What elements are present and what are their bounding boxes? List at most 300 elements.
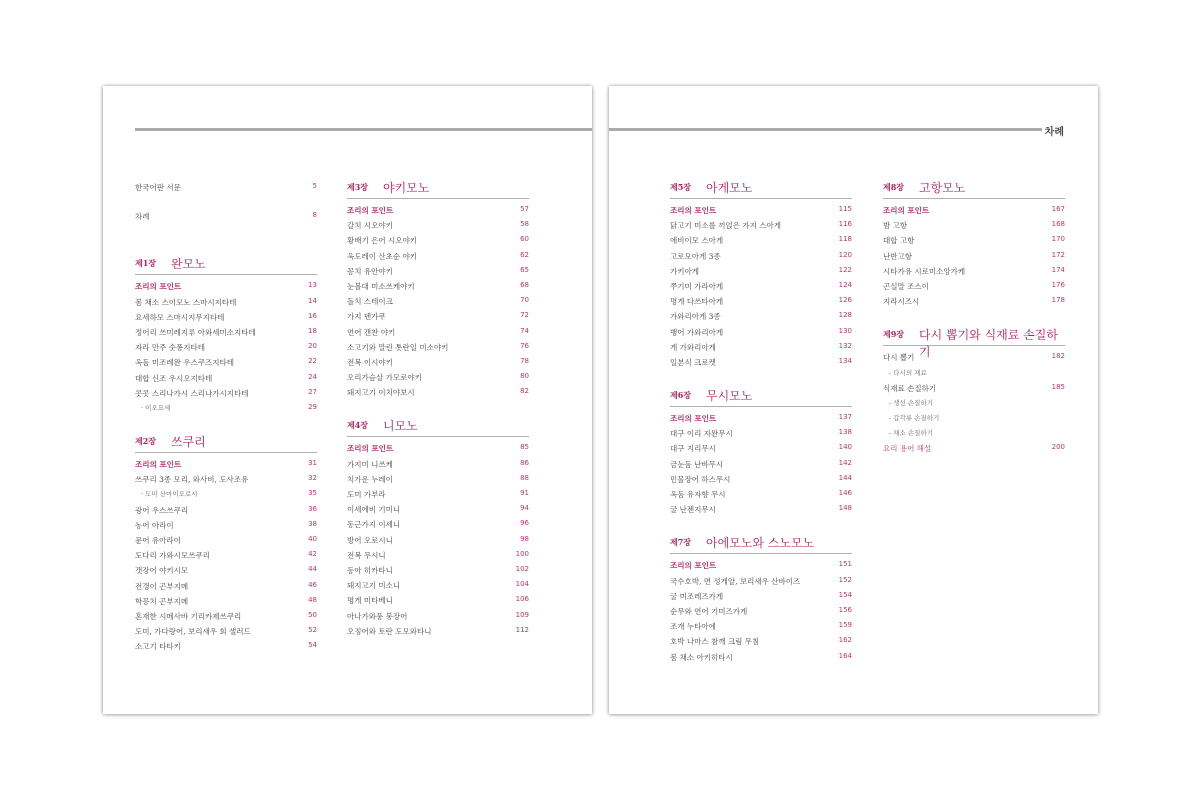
entry-title: 일본식 크로켓 bbox=[670, 357, 716, 367]
page-number: 132 bbox=[838, 341, 852, 350]
entry-title: 뱅어 가와리아게 bbox=[670, 327, 724, 337]
page-number: 40 bbox=[308, 535, 317, 543]
page-number: 50 bbox=[308, 610, 317, 619]
page-number: 168 bbox=[1051, 220, 1065, 229]
entry-title: 오리가슴살 가모로야키 bbox=[347, 373, 422, 383]
page-number: 116 bbox=[838, 220, 852, 229]
chapter-title: 고항모노 bbox=[919, 181, 966, 195]
entry-title: - 갑각류 손질하기 bbox=[889, 414, 940, 423]
page-number: 13 bbox=[308, 281, 317, 290]
entry-title: · 이오요세 bbox=[141, 403, 171, 412]
entry-title: 게 가와리아게 bbox=[670, 342, 716, 352]
entry-title: 가키아게 bbox=[670, 266, 699, 276]
toc-entry bbox=[347, 609, 529, 624]
entry-title: 자라 만주 숫퐁지타테 bbox=[135, 343, 205, 353]
entry-title: 혼재한 시메사바 기리카제쓰쿠리 bbox=[135, 611, 242, 621]
toc-sub-entry bbox=[883, 366, 1065, 381]
page-number: 176 bbox=[1051, 280, 1065, 289]
page-number: 124 bbox=[838, 280, 852, 289]
page-number: 14 bbox=[308, 296, 317, 305]
toc-entry bbox=[670, 249, 852, 264]
entry-title: 곤실말 조스이 bbox=[883, 281, 929, 291]
chapter-heading bbox=[135, 434, 317, 453]
toc-entry bbox=[135, 355, 317, 370]
toc-entry bbox=[135, 295, 317, 310]
toc-front-entry bbox=[135, 209, 317, 224]
page-number: 70 bbox=[520, 296, 529, 305]
header-rule bbox=[609, 128, 1042, 131]
entry-title: 가와리아게 3종 bbox=[670, 312, 721, 322]
page-number: 78 bbox=[520, 356, 529, 365]
entry-title: 도다리 가와시모쓰쿠리 bbox=[135, 551, 210, 561]
toc-entry bbox=[135, 579, 317, 594]
toc-entry bbox=[670, 619, 852, 634]
page-number: 102 bbox=[515, 564, 529, 573]
toc-entry bbox=[347, 502, 529, 517]
page-number: 170 bbox=[1051, 235, 1065, 244]
chapter-number: 제9장 bbox=[883, 329, 905, 340]
chapter-heading bbox=[347, 418, 529, 437]
entry-title: 소고기와 말린 톳란일 미소야키 bbox=[347, 342, 449, 352]
page-number: 5 bbox=[312, 182, 317, 190]
toc-entry bbox=[670, 650, 852, 665]
entry-title: 조리의 포인트 bbox=[347, 444, 394, 454]
toc-entry bbox=[135, 563, 317, 578]
toc-entry bbox=[347, 355, 529, 370]
entry-title: 금눈돔 난바무시 bbox=[670, 459, 724, 469]
entry-title: 요세하모 스마시지무지타테 bbox=[135, 312, 225, 322]
entry-title: 밤 고항 bbox=[883, 221, 908, 231]
page-number: 174 bbox=[1051, 265, 1065, 274]
toc-column bbox=[347, 180, 529, 639]
toc-entry bbox=[347, 218, 529, 233]
toc-point-entry bbox=[883, 203, 1065, 218]
entry-title: 명게 미타베니 bbox=[347, 596, 393, 606]
entry-title: 조리의 포인트 bbox=[670, 561, 717, 571]
chapter-title: 아게모노 bbox=[706, 181, 753, 195]
toc-column bbox=[883, 180, 1065, 457]
chapter-number: 제8장 bbox=[883, 182, 905, 192]
toc-entry bbox=[347, 370, 529, 385]
entry-title: 학꽁치 곤부지메 bbox=[135, 596, 189, 606]
entry-title: 이세에비 기미니 bbox=[347, 505, 401, 515]
page-number: 35 bbox=[308, 489, 317, 498]
spacer bbox=[670, 370, 852, 388]
entry-title: 봄 채소 스이모노 스마시지타테 bbox=[135, 297, 237, 307]
spacer bbox=[135, 416, 317, 434]
chapter-heading bbox=[670, 388, 852, 407]
entry-title: 대구 이리 자완무시 bbox=[670, 429, 733, 439]
entry-title: 대합 고항 bbox=[883, 236, 915, 246]
entry-title: 쓰쿠리 3종 모리, 와사비, 도사조유 bbox=[135, 475, 249, 485]
toc-column bbox=[670, 180, 852, 665]
page-number: 20 bbox=[308, 342, 317, 351]
page-number: 98 bbox=[520, 534, 529, 543]
toc-entry bbox=[135, 518, 317, 533]
page-number: 48 bbox=[308, 595, 317, 604]
toc-entry bbox=[347, 517, 529, 532]
entry-title: 고로모아게 3종 bbox=[670, 251, 721, 261]
chapter-title: 완모노 bbox=[171, 257, 206, 272]
toc-glossary-entry bbox=[883, 441, 1065, 456]
running-head: 차례 bbox=[1044, 127, 1064, 138]
page-number: 142 bbox=[838, 458, 852, 467]
toc-entry bbox=[670, 472, 852, 487]
toc-entry bbox=[883, 218, 1065, 233]
entry-title: 농어 아라이 bbox=[135, 520, 174, 530]
page-number: 24 bbox=[308, 372, 317, 381]
toc-sub-entry bbox=[883, 396, 1065, 411]
toc-entry bbox=[135, 472, 317, 487]
entry-title: 조개 누타아에 bbox=[670, 622, 716, 632]
entry-title: 요리 용어 해설 bbox=[883, 444, 932, 454]
toc-entry bbox=[670, 457, 852, 472]
entry-title: 돌치 스테이크 bbox=[347, 297, 393, 307]
chapter-title: 다시 뽑기와 식재료 손질하기 bbox=[919, 328, 1058, 360]
toc-entry bbox=[347, 457, 529, 472]
entry-title: 치가운 누레이 bbox=[347, 474, 393, 484]
toc-entry bbox=[347, 279, 529, 294]
entry-title: 조리의 포인트 bbox=[670, 206, 717, 215]
entry-title: 순무와 연어 기미즈가게 bbox=[670, 606, 748, 616]
entry-title: 식재료 손질하기 bbox=[883, 383, 937, 393]
entry-title: 황배기 은어 시오야키 bbox=[347, 236, 417, 246]
toc-entry bbox=[135, 386, 317, 401]
entry-title: 눈볼대 미소쓰케야키 bbox=[347, 281, 415, 291]
page-number: 154 bbox=[838, 590, 852, 599]
page-number: 120 bbox=[838, 250, 852, 259]
page-number: 31 bbox=[308, 459, 317, 468]
toc-entry bbox=[347, 548, 529, 563]
page-number: 134 bbox=[838, 356, 852, 365]
entry-title: 다시 뽑기 bbox=[883, 353, 915, 363]
toc-entry bbox=[883, 350, 1065, 365]
page-number: 68 bbox=[520, 280, 529, 289]
page-number: 148 bbox=[838, 504, 852, 513]
toc-entry bbox=[883, 233, 1065, 248]
entry-title: 명게 다쓰타아게 bbox=[670, 297, 724, 307]
entry-title: 한국어판 서문 bbox=[135, 183, 181, 192]
page-number: 164 bbox=[838, 651, 852, 660]
toc-point-entry bbox=[347, 203, 529, 218]
entry-title: - 채소 손질하기 bbox=[889, 429, 934, 438]
entry-title: 조리의 포인트 bbox=[135, 460, 182, 470]
toc-entry bbox=[670, 441, 852, 456]
entry-title: 전갱이 곤부지메 bbox=[135, 581, 189, 591]
page-number: 130 bbox=[838, 326, 852, 335]
page-number: 36 bbox=[308, 504, 317, 513]
spacer bbox=[670, 517, 852, 535]
entry-title: 옥돔 미조레완 우스쿠즈지타테 bbox=[135, 358, 234, 368]
entry-title: 동근가지 이세니 bbox=[347, 520, 401, 530]
entry-title: 에비이모 스아게 bbox=[670, 236, 724, 246]
entry-title: 정어리 쓰미레지루 아와세미소지타테 bbox=[135, 327, 256, 337]
toc-entry bbox=[883, 249, 1065, 264]
chapter-number: 제1장 bbox=[135, 258, 157, 269]
page-number: 42 bbox=[308, 550, 317, 559]
entry-title: 도미, 가다랑어, 보리새우 회 샐러드 bbox=[135, 627, 251, 637]
page-number: 138 bbox=[838, 428, 852, 437]
toc-entry bbox=[135, 340, 317, 355]
toc-entry bbox=[883, 294, 1065, 309]
toc-entry bbox=[670, 218, 852, 233]
page-number: 44 bbox=[308, 565, 317, 574]
page-number: 128 bbox=[838, 311, 852, 320]
page-number: 62 bbox=[520, 250, 529, 259]
page-number: 159 bbox=[838, 621, 852, 630]
toc-entry bbox=[883, 381, 1065, 396]
entry-title: 쭈기미 가라아게 bbox=[670, 281, 724, 291]
toc-entry bbox=[347, 487, 529, 502]
chapter-number: 제3장 bbox=[347, 182, 369, 192]
toc-entry bbox=[670, 487, 852, 502]
entry-title: 갯장어 야키시모 bbox=[135, 566, 189, 576]
page-number: 72 bbox=[520, 311, 529, 320]
toc-entry bbox=[883, 264, 1065, 279]
page-number: 172 bbox=[1051, 250, 1065, 259]
toc-sub-entry bbox=[135, 401, 317, 416]
chapter-number: 제6장 bbox=[670, 390, 692, 401]
page-number: 178 bbox=[1051, 296, 1065, 305]
chapter-heading bbox=[883, 180, 1065, 199]
page-number: 16 bbox=[308, 311, 317, 320]
page-number: 126 bbox=[838, 296, 852, 305]
entry-title: - 다시의 재료 bbox=[889, 368, 927, 377]
left-page bbox=[103, 86, 592, 714]
chapter-title: 무시모노 bbox=[706, 389, 753, 404]
toc-entry bbox=[135, 624, 317, 639]
chapter-heading bbox=[670, 535, 852, 554]
chapter-number: 제4장 bbox=[347, 420, 369, 431]
page-number: 182 bbox=[1051, 352, 1065, 361]
page-number: 118 bbox=[838, 235, 852, 244]
entry-title: 국수호박, 면 성게알, 보리새우 산바이즈 bbox=[670, 576, 801, 586]
entry-title: 민물장어 하스무시 bbox=[670, 474, 731, 484]
toc-point-entry bbox=[135, 457, 317, 472]
entry-title: 봄 채소 아키히타시 bbox=[670, 652, 733, 662]
toc-entry bbox=[347, 233, 529, 248]
chapter-number: 제5장 bbox=[670, 182, 692, 192]
entry-title: 대구 지리무시 bbox=[670, 444, 716, 454]
page-number: 29 bbox=[308, 402, 317, 411]
entry-title: 지라시즈시 bbox=[883, 297, 920, 307]
page-number: 65 bbox=[520, 265, 529, 274]
entry-title: 가지 덴가쿠 bbox=[347, 312, 386, 322]
page-number: 137 bbox=[838, 413, 852, 422]
entry-title: 조리의 포인트 bbox=[347, 206, 394, 215]
page-number: 112 bbox=[515, 625, 529, 634]
entry-title: 전복 무시니 bbox=[347, 550, 386, 560]
entry-title: 연어 갠찬 야키 bbox=[347, 327, 396, 337]
entry-title: 난반고항 bbox=[883, 251, 912, 261]
entry-title: · 도미 산마이오로시 bbox=[141, 490, 198, 499]
entry-title: 전복 이시야키 bbox=[347, 357, 393, 367]
toc-point-entry bbox=[135, 279, 317, 294]
page-number: 58 bbox=[520, 220, 529, 229]
toc-entry bbox=[670, 604, 852, 619]
toc-entry bbox=[670, 309, 852, 324]
entry-title: 조리의 포인트 bbox=[670, 414, 717, 424]
page-number: 57 bbox=[520, 205, 529, 213]
page-number: 54 bbox=[308, 641, 317, 650]
toc-entry bbox=[135, 609, 317, 624]
page-number: 200 bbox=[1051, 443, 1065, 452]
page-number: 100 bbox=[515, 549, 529, 558]
toc-entry bbox=[135, 503, 317, 518]
chapter-heading bbox=[135, 256, 317, 275]
toc-entry bbox=[347, 264, 529, 279]
page-number: 32 bbox=[308, 474, 317, 483]
page-number: 104 bbox=[515, 580, 529, 589]
page-number: 94 bbox=[520, 504, 529, 513]
page-number: 86 bbox=[520, 458, 529, 467]
toc-entry bbox=[347, 340, 529, 355]
toc-entry bbox=[347, 624, 529, 639]
entry-title: 소고기 타타키 bbox=[135, 642, 181, 652]
page-number: 151 bbox=[838, 560, 852, 569]
toc-entry bbox=[135, 533, 317, 548]
entry-title: 차례 bbox=[135, 212, 150, 222]
page-number: 88 bbox=[520, 473, 529, 482]
entry-title: 갈치 시오야키 bbox=[347, 221, 393, 231]
entry-title: 오징어와 토란 도모와타니 bbox=[347, 626, 432, 636]
entry-title: 돼지고기 미소니 bbox=[347, 581, 401, 591]
page-number: 85 bbox=[520, 443, 529, 452]
page-number: 144 bbox=[838, 473, 852, 482]
toc-entry bbox=[670, 355, 852, 370]
spacer bbox=[135, 238, 317, 256]
entry-title: 닭고기 미소를 끼얹은 가지 스아게 bbox=[670, 221, 781, 231]
toc-sub-entry bbox=[883, 426, 1065, 441]
entry-title: 꽁치 유안야키 bbox=[347, 266, 393, 276]
toc-entry bbox=[670, 264, 852, 279]
entry-title: 방어 오로시니 bbox=[347, 535, 393, 545]
toc-entry bbox=[670, 233, 852, 248]
entry-title: 옥돔 유자향 무시 bbox=[670, 490, 726, 499]
toc-entry bbox=[347, 578, 529, 593]
toc-front-entry bbox=[135, 180, 317, 195]
page-number: 152 bbox=[838, 575, 852, 584]
entry-title: 호박 나마스 참깨 크림 무침 bbox=[670, 637, 760, 647]
right-page bbox=[609, 86, 1098, 714]
spacer bbox=[347, 400, 529, 418]
toc-entry bbox=[347, 533, 529, 548]
page-number: 156 bbox=[838, 605, 852, 614]
entry-title: 가지미 니쓰케 bbox=[347, 459, 393, 469]
page-number: 185 bbox=[1051, 382, 1065, 391]
toc-entry bbox=[670, 634, 852, 649]
toc-point-entry bbox=[670, 203, 852, 218]
header-rule bbox=[135, 128, 592, 131]
entry-title: 옥도레이 산초순 야키 bbox=[347, 251, 417, 261]
toc-entry bbox=[135, 594, 317, 609]
page-number: 18 bbox=[308, 326, 317, 335]
toc-entry bbox=[347, 563, 529, 578]
toc-entry bbox=[670, 294, 852, 309]
chapter-heading bbox=[670, 180, 852, 199]
chapter-number: 제2장 bbox=[135, 436, 157, 447]
page-number: 52 bbox=[308, 626, 317, 635]
chapter-title: 니모노 bbox=[383, 419, 418, 434]
page-number: 109 bbox=[515, 610, 529, 619]
toc-entry bbox=[670, 279, 852, 294]
chapter-title: 아에모노와 스노모노 bbox=[706, 536, 815, 551]
entry-title: 대합 신조 우시오지타테 bbox=[135, 373, 213, 383]
chapter-title: 쓰쿠리 bbox=[171, 435, 206, 450]
entry-title: 돼지고기 이치야보시 bbox=[347, 388, 415, 398]
page-number: 122 bbox=[838, 265, 852, 274]
toc-entry bbox=[670, 574, 852, 589]
toc-entry bbox=[670, 340, 852, 355]
entry-title: 동아 히카타니 bbox=[347, 565, 393, 575]
toc-entry bbox=[670, 325, 852, 340]
toc-entry bbox=[135, 639, 317, 654]
page-number: 82 bbox=[520, 387, 529, 396]
toc-entry bbox=[347, 472, 529, 487]
page-number: 140 bbox=[838, 443, 852, 452]
toc-point-entry bbox=[347, 441, 529, 456]
toc-sub-entry bbox=[135, 487, 317, 502]
page-number: 167 bbox=[1051, 205, 1065, 213]
entry-title: 시타가유 시로미소앙가케 bbox=[883, 266, 966, 276]
toc-entry bbox=[135, 371, 317, 386]
entry-title: 아나가와풍 붕장어 bbox=[347, 611, 408, 621]
toc-entry bbox=[135, 548, 317, 563]
toc-entry bbox=[135, 310, 317, 325]
entry-title: 문어 유아라이 bbox=[135, 536, 181, 545]
entry-title: 도미 가부라 bbox=[347, 490, 386, 499]
toc-entry bbox=[347, 249, 529, 264]
page-number: 27 bbox=[308, 387, 317, 396]
page-number: 38 bbox=[308, 519, 317, 528]
toc-column bbox=[135, 180, 317, 655]
page-number: 74 bbox=[520, 326, 529, 335]
entry-title: 콧콧 스리나가시 스리나가시지타테 bbox=[135, 388, 249, 398]
toc-point-entry bbox=[670, 411, 852, 426]
toc-entry bbox=[347, 309, 529, 324]
chapter-number: 제7장 bbox=[670, 537, 692, 548]
toc-entry bbox=[347, 325, 529, 340]
entry-title: - 생선 손질하기 bbox=[889, 398, 934, 407]
entry-title: 굴 미조레즈가게 bbox=[670, 591, 724, 601]
page-number: 80 bbox=[520, 372, 529, 381]
toc-entry bbox=[883, 279, 1065, 294]
toc-entry bbox=[670, 589, 852, 604]
page-number: 146 bbox=[838, 489, 852, 497]
page-number: 46 bbox=[308, 580, 317, 589]
spacer bbox=[883, 309, 1065, 327]
toc-entry bbox=[347, 385, 529, 400]
page-number: 22 bbox=[308, 357, 317, 366]
page-number: 60 bbox=[520, 235, 529, 244]
toc-point-entry bbox=[670, 558, 852, 573]
entry-title: 조리의 포인트 bbox=[883, 206, 930, 215]
toc-entry bbox=[670, 502, 852, 517]
toc-sub-entry bbox=[883, 411, 1065, 426]
page-number: 76 bbox=[520, 341, 529, 350]
toc-entry bbox=[135, 325, 317, 340]
toc-entry bbox=[347, 294, 529, 309]
page-number: 162 bbox=[838, 636, 852, 645]
entry-title: 조리의 포인트 bbox=[135, 282, 182, 292]
entry-title: 광어 우스쓰쿠리 bbox=[135, 505, 189, 515]
page-number: 106 bbox=[515, 595, 529, 604]
chapter-heading bbox=[347, 180, 529, 199]
entry-title: 굴 난젠지무시 bbox=[670, 505, 716, 515]
page-number: 96 bbox=[520, 519, 529, 528]
page-number: 8 bbox=[312, 211, 317, 220]
chapter-title: 야키모노 bbox=[383, 181, 430, 195]
